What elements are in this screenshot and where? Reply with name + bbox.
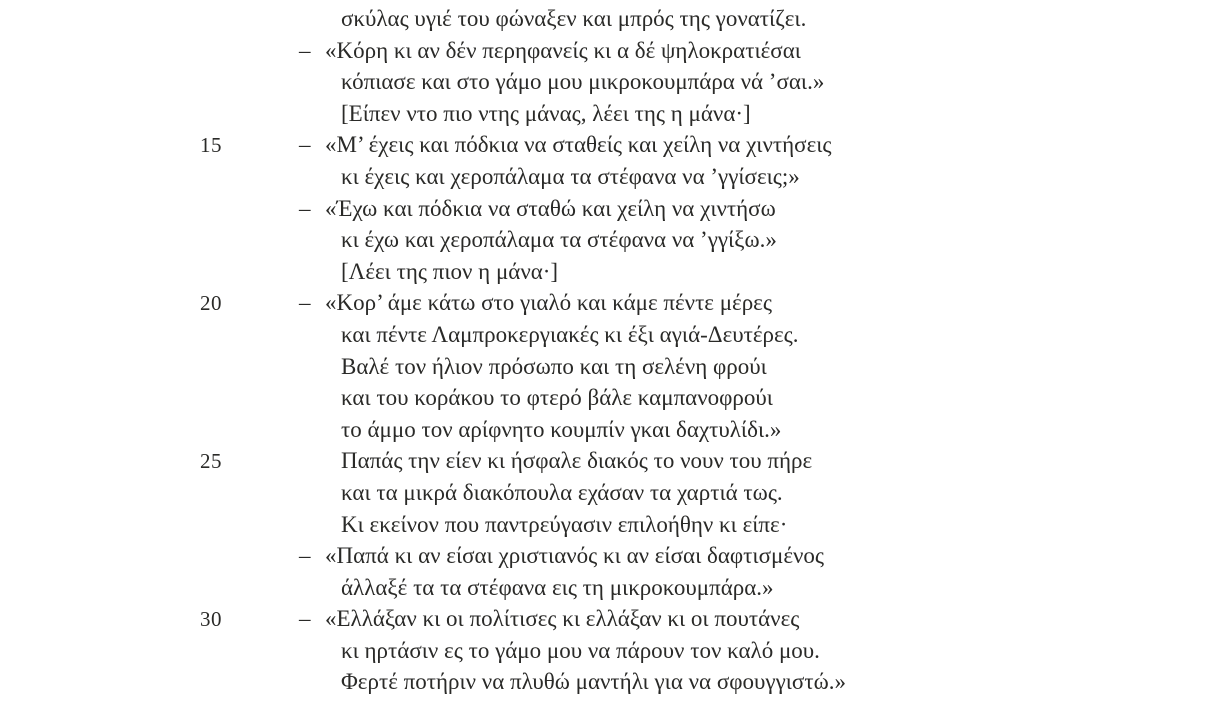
poem-line	[200, 129, 846, 161]
poem-line	[200, 509, 846, 541]
poem-line	[200, 666, 846, 698]
poem-line	[200, 603, 846, 635]
line-number: 25	[200, 449, 222, 474]
verse-text: «Παπά κι αν είσαι χριστιανός κι αν είσαι δαφτισμένος	[325, 543, 824, 569]
verse-text: «Κόρη κι αν δέν περηφανείς κι α δέ ψηλοκρατιέσαι	[325, 37, 801, 63]
poem-text-block	[0, 3, 846, 698]
poem-line	[200, 445, 846, 477]
poem-line	[200, 540, 846, 572]
poem-line	[200, 382, 846, 414]
verse-text: Βαλέ τον ήλιον πρόσωπο και τη σελένη φρούι	[341, 353, 767, 379]
verse-text: κόπιασε και στο γάμο μου μικροκουμπάρα νά ’σαι.»	[341, 69, 825, 95]
poem-line	[200, 351, 846, 383]
verse-text: κι ηρτάσιν ες το γάμο μου να πάρουν τον καλό μου.	[341, 637, 820, 663]
line-number: 20	[200, 291, 222, 316]
verse-text: και του κοράκου το φτερό βάλε καμπανοφρούι	[341, 385, 773, 411]
verse-text: Κι εκείνον που παντρεύγασιν επιλοήθην κι είπε·	[341, 511, 788, 537]
verse-text: κι έχω και χεροπάλαμα τα στέφανα να ’γγίξω.»	[341, 227, 777, 253]
verse-text: Παπάς την είεν κι ήσφαλε διακός το νουν του πήρε	[341, 448, 813, 474]
poem-line	[200, 35, 846, 67]
dialogue-dash: –	[299, 132, 311, 158]
poem-line	[200, 256, 846, 288]
dialogue-dash: –	[299, 195, 311, 221]
poem-line	[200, 161, 846, 193]
poem-line	[200, 224, 846, 256]
verse-text: «Μ’ έχεις και πόδκια να σταθείς και χείλη να χιντήσεις	[325, 132, 832, 158]
poem-line	[200, 319, 846, 351]
poem-line	[200, 193, 846, 225]
verse-text: «Κορ’ άμε κάτω στο γιαλό και κάμε πέντε μέρες	[325, 290, 772, 316]
poem-line	[200, 477, 846, 509]
verse-text: «Έχω και πόδκια να σταθώ και χείλη να χιντήσω	[325, 195, 776, 221]
verse-text: σκύλας υγιέ του φώναξεν και μπρός της γονατίζει.	[341, 6, 807, 31]
dialogue-dash: –	[299, 290, 311, 316]
verse-text: [Είπεν ντο πιο ντης μάνας, λέει της η μάνα·]	[341, 100, 751, 126]
dialogue-dash: –	[299, 543, 311, 569]
verse-text: κι έχεις και χεροπάλαμα τα στέφανα να ’γγίσεις;»	[341, 163, 800, 189]
poem-line	[200, 635, 846, 667]
verse-text: άλλαξέ τα τα στέφανα εις τη μικροκουμπάρα.»	[341, 574, 774, 600]
verse-text: και πέντε Λαμπροκεργιακές κι έξι αγιά-Δευτέρες.	[341, 321, 799, 347]
poem-line	[200, 414, 846, 446]
verse-text: [Λέει της πιον η μάνα·]	[341, 258, 559, 284]
line-number: 15	[200, 133, 222, 158]
line-number: 30	[200, 607, 222, 632]
verse-text: «Ελλάξαν κι οι πολίτισες κι ελλάξαν κι οι πουτάνες	[325, 606, 800, 632]
verse-text: το άμμο τον αρίφνητο κουμπίν γκαι δαχτυλίδι.»	[341, 416, 782, 442]
dialogue-dash: –	[299, 37, 311, 63]
dialogue-dash: –	[299, 606, 311, 632]
poem-line	[200, 98, 846, 130]
poem-line	[200, 3, 846, 35]
poem-line	[200, 66, 846, 98]
poem-line	[200, 572, 846, 604]
poem-line	[200, 287, 846, 319]
verse-text: Φερτέ ποτήριν να πλυθώ μαντήλι για να σφουγγιστώ.»	[341, 669, 846, 695]
verse-text: και τα μικρά διακόπουλα εχάσαν τα χαρτιά τως.	[341, 479, 783, 505]
